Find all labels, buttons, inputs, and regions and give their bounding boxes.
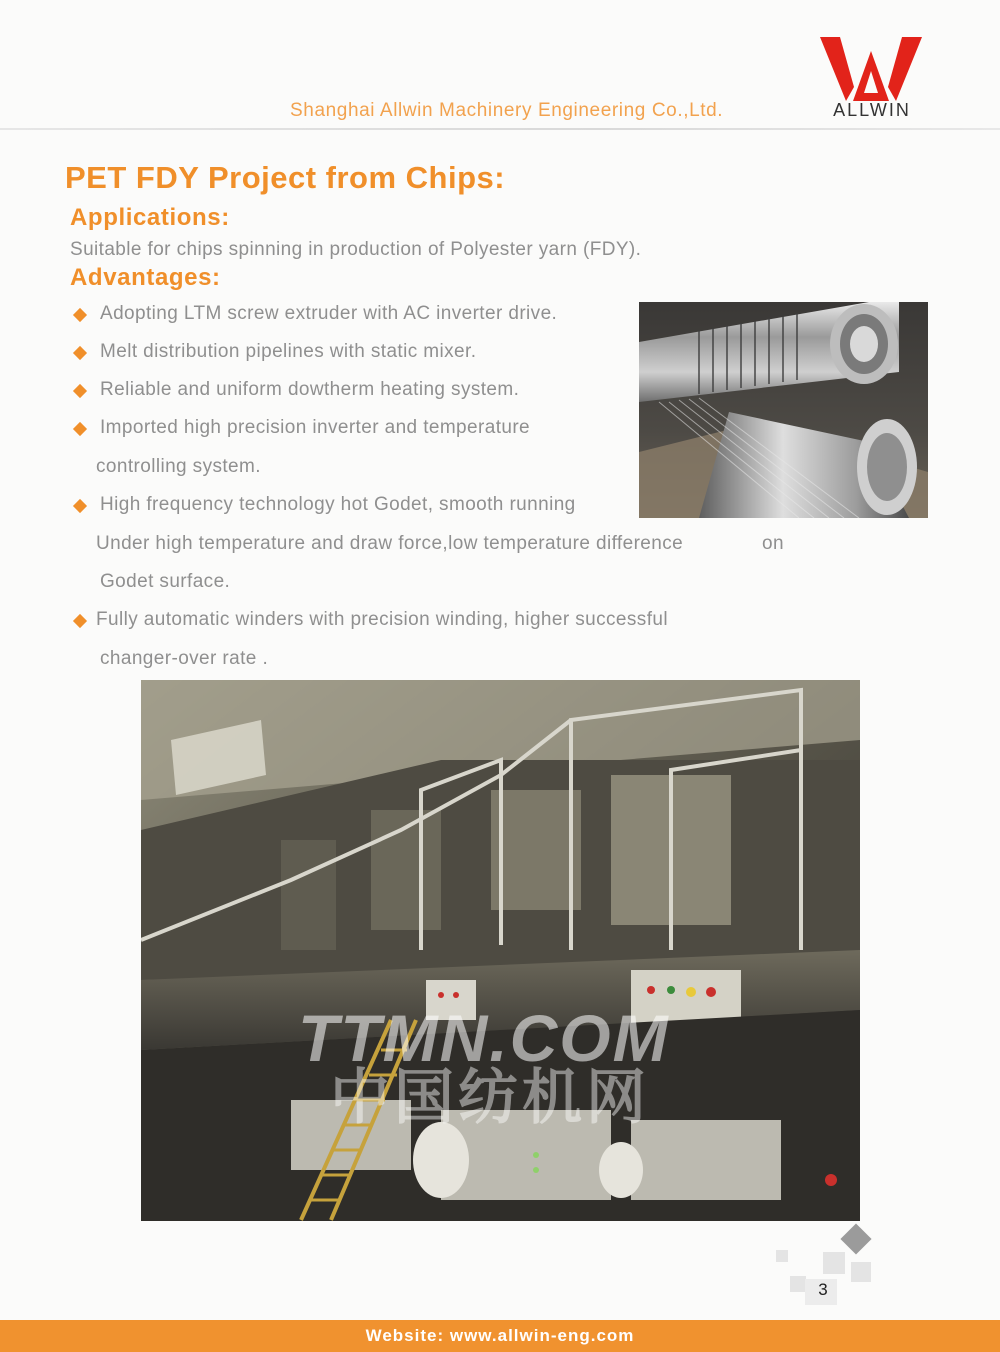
advantage-item: High frequency technology hot Godet, smooth running (100, 494, 576, 515)
decor-square (840, 1223, 871, 1254)
allwin-logo-mark (820, 37, 922, 101)
decor-square (790, 1276, 806, 1292)
footer-website: Website: www.allwin-eng.com (365, 1326, 635, 1345)
logo-wordmark: ALLWIN (833, 100, 911, 120)
bullet-diamond-icon (73, 614, 87, 628)
advantage-item: Imported high precision inverter and temperature (100, 417, 531, 438)
advantage-item-continued: changer-over rate . (100, 648, 269, 669)
decor-square (851, 1262, 871, 1282)
watermark-latin: TTMN.COM (298, 1001, 670, 1075)
decor-square (776, 1250, 788, 1262)
godet-roller-photo (639, 302, 928, 518)
advantage-item-continued: Godet surface. (100, 571, 231, 592)
advantage-item: Reliable and uniform dowtherm heating system. (100, 379, 520, 400)
advantage-item: Adopting LTM screw extruder with AC inverter drive. (100, 303, 558, 324)
company-name: Shanghai Allwin Machinery Engineering Co.,Ltd. (290, 100, 724, 121)
bullet-diamond-icon (73, 499, 87, 513)
applications-text: Suitable for chips spinning in production of Polyester yarn (FDY). (70, 239, 642, 260)
advantage-item-continued: controlling system. (96, 456, 261, 477)
applications-heading: Applications: (70, 204, 230, 231)
advantage-item-continued: Under high temperature and draw force,low temperature difference (96, 533, 684, 554)
bullet-diamond-icon (73, 384, 87, 398)
advantage-item-continued: on (762, 533, 784, 554)
advantage-item: Melt distribution pipelines with static mixer. (100, 341, 477, 362)
spinning-line-photo (141, 680, 860, 1221)
page-number: 3 (818, 1280, 828, 1299)
decor-square (823, 1252, 845, 1274)
watermark-cjk: 中国纺机网 (330, 1063, 650, 1133)
bullet-diamond-icon (73, 346, 87, 360)
advantage-item: Fully automatic winders with precision winding, higher successful (96, 609, 668, 630)
bullet-diamond-icon (73, 422, 87, 436)
header-divider (0, 128, 1000, 130)
bullet-diamond-icon (73, 308, 87, 322)
advantages-heading: Advantages: (70, 264, 221, 291)
page-title: PET FDY Project from Chips: (65, 160, 506, 195)
